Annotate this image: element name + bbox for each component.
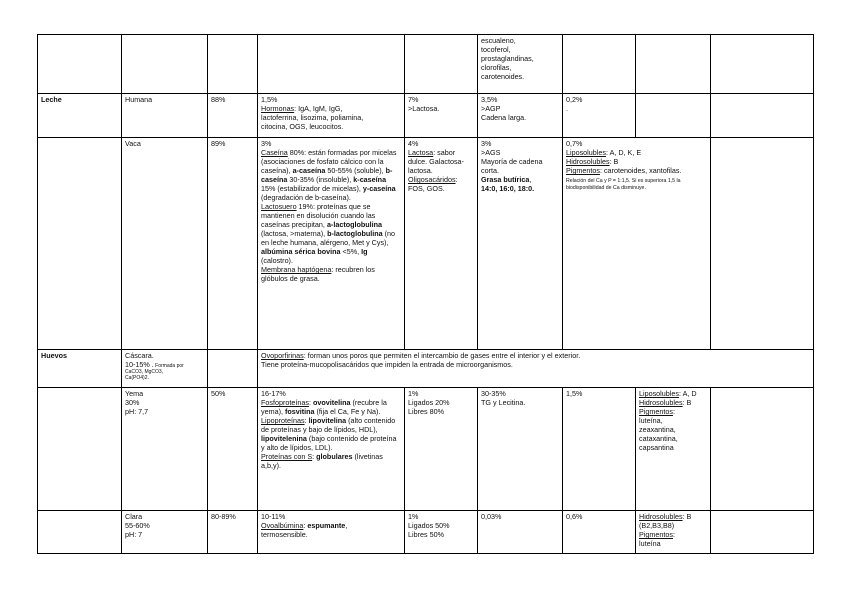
cell-minerals [563,94,636,138]
term: Hidrosolubles [566,157,610,166]
term-bold: ovovitelina [312,398,351,407]
cell [711,388,814,511]
paragraph [408,175,474,193]
text: : [308,398,313,407]
term-bold: albúmina sérica bovina [261,247,341,256]
text-line: 55-60% [125,521,150,530]
text-line: luteína [639,539,661,548]
term-bold: b-lactoglobulina [327,229,383,238]
cell-protein [258,388,405,511]
table-row [38,511,814,554]
text-line: Ca(PO4)2. [125,375,149,381]
text-line: termosensible. [261,530,308,539]
term-bold: lipovitelina [308,416,347,425]
text-line: 4% [408,139,419,148]
text-line: Libres 50% [408,530,444,539]
cell [38,511,122,554]
text: (no en leche humana, alérgeno, Met y Cys), [261,229,396,247]
cell-carb [405,511,478,554]
text-line: pH: 7,7 [125,407,149,416]
text-line: 16-17% [261,389,286,398]
term: Pigmentos [639,530,673,539]
text: : B [682,398,692,407]
text: : sabor dulce. Galactosa-lactosa. [408,148,464,175]
text: (lactosa, >materna), [261,229,328,238]
term: Lipoproteínas [261,416,305,425]
text: , [345,521,348,530]
text-line: lactoferrina, lisozima, poliamina, [261,113,364,122]
term: Ovoporfirinas [261,351,304,360]
cell-carb [405,388,478,511]
text-line: Cadena larga. [481,113,527,122]
term-bold: a-caseína [292,166,326,175]
food-name: Humana [122,94,208,138]
cell-protein [258,511,405,554]
text-line: Cáscara. [125,351,154,360]
term: Lactosa [408,148,434,157]
text-line: carotenoides. [481,72,525,81]
paragraph [261,452,401,470]
text: : [312,452,317,461]
text: (calostro). [261,256,293,265]
cell [258,35,405,94]
text-line: TG y Lecitina. [481,398,526,407]
text: Formada por [153,363,184,369]
text-line: clorofilas, [481,63,512,72]
text-line: capsantina [639,443,674,452]
text: 30-35% (insoluble), [287,175,354,184]
text-line [261,521,401,530]
term: Liposolubles [639,389,679,398]
text: : [672,407,675,416]
cell [711,35,814,94]
text-line [566,166,707,175]
text: 19%: proteínas que se mantienen en disolución cuando las caseínas precipitan, [261,202,376,229]
text-line: 3,5% [481,95,498,104]
text-line [639,512,707,521]
term: Oligosacáridos [408,175,456,184]
food-name: Vaca [122,138,208,350]
text-line: >AGS [481,148,501,157]
cell [711,511,814,554]
text-line: prostaglandinas, [481,54,534,63]
table-row [38,35,814,94]
text-line: >Lactosa. [408,104,440,113]
term-bold: Ig [361,247,368,256]
text: 80%: están formadas por micelas (asociaciones de fosfato cálcico con la caseína), [261,148,397,175]
text-line: CaCO3, MgCO3, [125,369,164,375]
term: Caseína [261,148,288,157]
cell [563,35,636,94]
text-line: cataxantina, [639,434,678,443]
text: <5%, [340,247,362,256]
text-line: 10-11% [261,512,286,521]
text-line: 30% [125,398,140,407]
group-label: Huevos [38,350,122,388]
text: (degradación de b-caseína). [261,193,351,202]
cell-minerals: 0,6% [563,511,636,554]
text: : recubren los glóbulos de grasa. [261,265,375,283]
text-line [639,407,707,416]
text: (alto contenido de proteínas y bajo de lípidos, HDL), [261,416,396,434]
text-line: Clara [125,512,143,521]
text: (livetinas a,b,y). [261,452,383,470]
cell-fat [478,35,563,94]
text-line: Mayoría de cadena corta. [481,157,543,175]
paragraph [261,265,401,283]
text-line: 1% [408,389,419,398]
term: Hidrosolubles [639,512,683,521]
text-line: 0,7% [566,139,583,148]
group-label: Leche [38,94,122,138]
text: , [529,175,532,184]
table-row [38,350,814,388]
cell [636,94,711,138]
text-line [639,398,707,407]
nutrition-table [37,34,814,554]
text: : A, D [678,389,697,398]
text-line: 3% [261,139,272,148]
text-line: (B2,B3,B8) [639,521,675,530]
text-line: escualeno, [481,36,516,45]
cell [405,35,478,94]
paragraph [261,398,401,416]
food-name [122,511,208,554]
cell-fat: 0,03% [478,511,563,554]
text-line [639,530,707,539]
term: Liposolubles [566,148,606,157]
cell [208,350,258,388]
text: : [672,530,675,539]
text-line: Yema [125,389,144,398]
text: : B [682,512,692,521]
cell [38,35,122,94]
cell [38,138,122,350]
water-pct: 80-89% [208,511,258,554]
water-pct: 50% [208,388,258,511]
term: Hormonas [261,104,295,113]
cell [122,35,208,94]
text: : [303,521,308,530]
text: : forman unos poros que permiten el intercambio de gases entre el interior y el exterior. [303,351,581,360]
cell-carb [405,138,478,350]
note: Relación del Ca y P = 1:1,5. Si es superiora 1,5 la biodisponibilidad de Ca disminuye. [566,178,681,191]
table-row [38,138,814,350]
text: 15% (estabilizador de micelas), [261,184,363,193]
term-bold: espumante [307,521,346,530]
food-name [122,388,208,511]
term-bold: b-caseína [261,166,393,184]
text: : FOS, GOS. [408,175,458,193]
text-line [566,157,707,166]
text-line: >AGP [481,104,501,113]
term: Fosfoproteínas [261,398,309,407]
table-row [38,388,814,511]
text-line [261,351,810,360]
text: : B [609,157,619,166]
cell-description [258,350,814,388]
table-row [38,94,814,138]
cell-vitamins [636,388,711,511]
term-bold: a-lactoglobulina [326,220,383,229]
text-line: 7% [408,95,419,104]
term-bold: k-caseína [353,175,387,184]
cell-protein [258,94,405,138]
paragraph [261,202,401,265]
paragraph [261,148,401,202]
text-line: citocina, OGS, leucocitos. [261,122,344,131]
text-line: 0,2% [566,95,583,104]
text-line: Ligados 50% [408,521,450,530]
text-line: pH: 7 [125,530,143,539]
text-line: 3% [481,139,492,148]
text-line: 30-35% [481,389,506,398]
text: (bajo contenido de proteína y alto de lípidos, LDL). [261,434,397,452]
cell [636,35,711,94]
cell [711,138,814,350]
term-bold: fosvitina [284,407,315,416]
text-line: . [566,104,568,113]
cell-fat [478,138,563,350]
food-name [122,350,208,388]
cell [711,94,814,138]
text-line: luteína, [639,416,663,425]
water-pct: 89% [208,138,258,350]
text: (recubre la yema), [261,398,387,416]
text: : [304,416,309,425]
cell-minerals [563,138,711,350]
term: Membrana haptógena [261,265,332,274]
text-line: Tiene proteína-mucopolisacáridos que impiden la entrada de microorganismos. [261,360,513,369]
text-line: Libres 80% [408,407,444,416]
text: (fija el Ca, Fe y Na). [314,407,381,416]
cell-carb [405,94,478,138]
cell [38,388,122,511]
term-bold: globulares [316,452,353,461]
water-pct: 88% [208,94,258,138]
term: Pigmentos [566,166,600,175]
text-line: 14:0, 16:0, 18:0. [481,184,535,193]
cell-vitamins [636,511,711,554]
term: Hidrosolubles [639,398,683,407]
text-line: tocoferol, [481,45,511,54]
text-line: 1% [408,512,419,521]
text-line: Ligados 20% [408,398,450,407]
text-line [566,148,707,157]
term-bold: lipovitelenina [261,434,307,443]
paragraph [408,148,474,175]
text: : IgA, IgM, IgG, [294,104,343,113]
term-bold: y-caseína [362,184,396,193]
paragraph [261,416,401,452]
text: : A, D, K, E [605,148,642,157]
cell-fat [478,94,563,138]
text-line [125,360,204,369]
text-line [481,175,559,184]
cell-minerals: 1,5% [563,388,636,511]
term: Ovoalbúmina [261,521,304,530]
text-line: zeaxantina, [639,425,676,434]
text: 50-55% (soluble), [325,166,386,175]
term-bold: Grasa butírica [481,175,530,184]
cell-fat [478,388,563,511]
term: Proteínas con S [261,452,313,461]
text-line [639,389,707,398]
term: Lactosuero [261,202,297,211]
text-line: 1,5% [261,95,278,104]
text: : carotenoides, xantofilas. [599,166,682,175]
text-line [261,104,401,113]
term: Pigmentos [639,407,673,416]
text: 10-15% . [125,360,154,369]
cell-protein [258,138,405,350]
cell [208,35,258,94]
